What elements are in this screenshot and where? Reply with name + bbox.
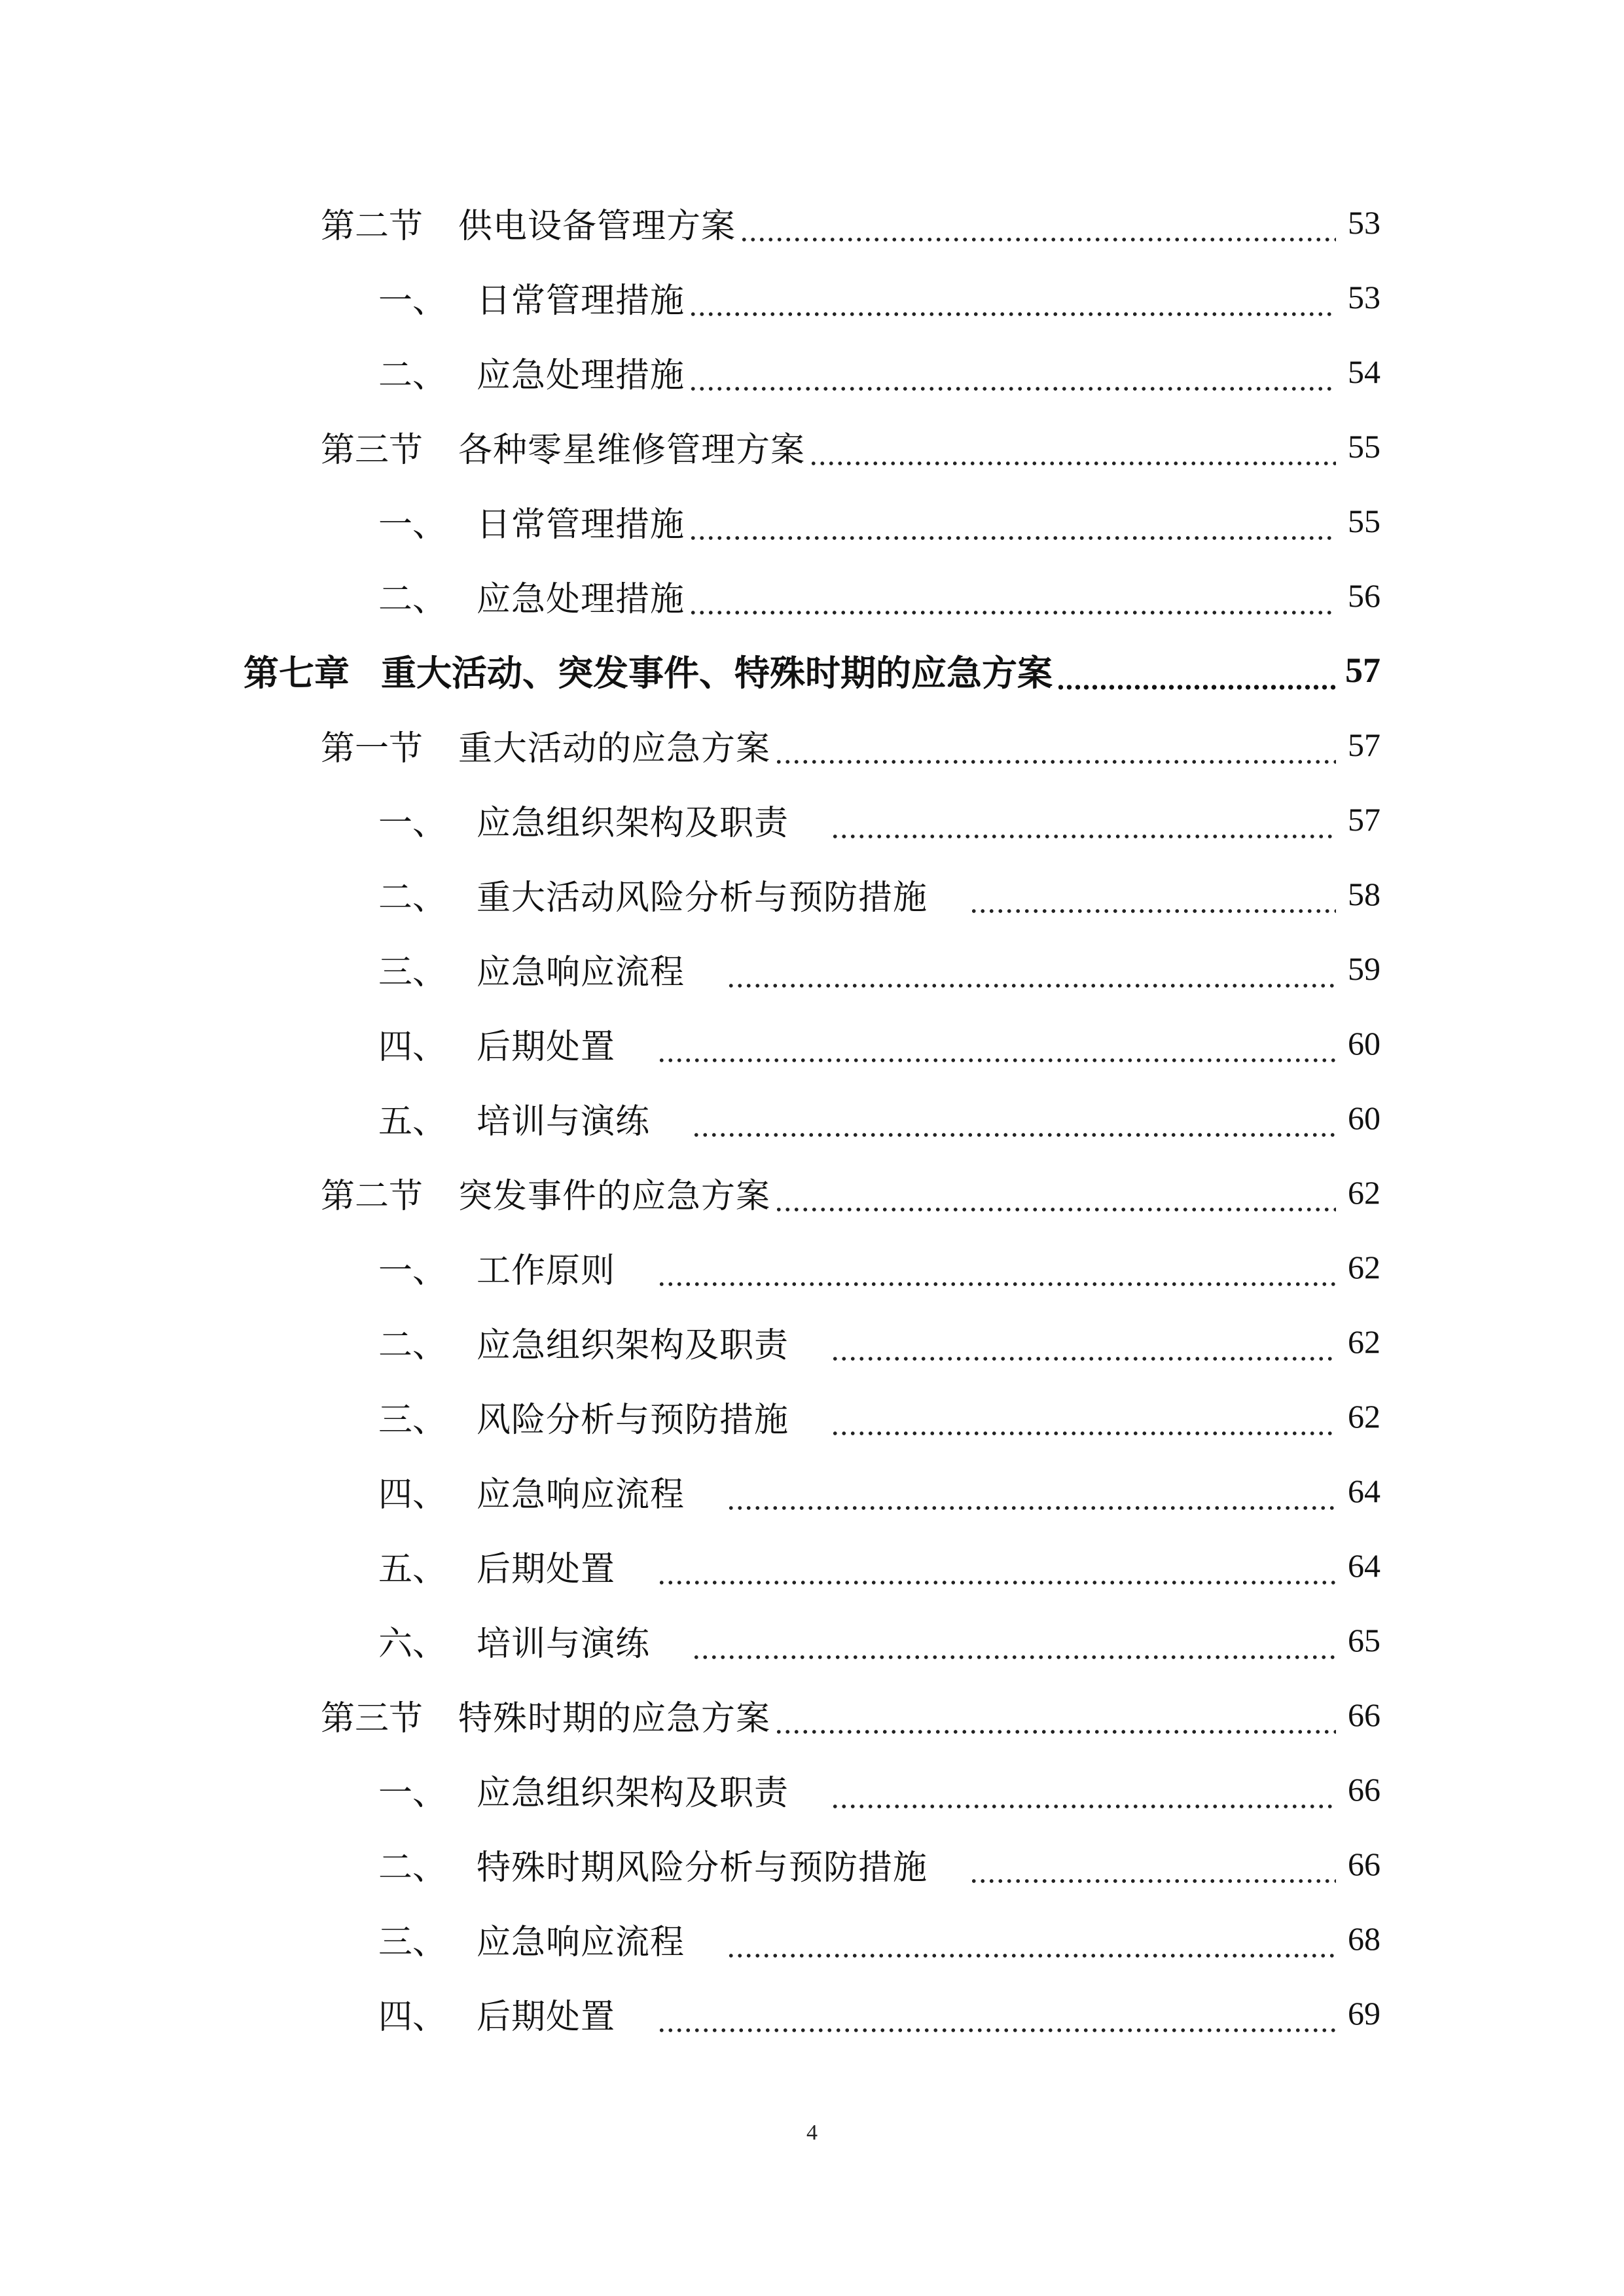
toc-entry[interactable] [0, 861, 1624, 927]
toc-entry[interactable] [0, 1757, 1624, 1822]
toc-entry-page: 66 [1348, 1696, 1380, 1733]
toc-dot-leader [774, 1173, 1336, 1212]
toc-entry[interactable] [0, 1309, 1624, 1374]
toc-entry-title: 应急组织架构及职责 [477, 1325, 789, 1365]
toc-entry[interactable] [0, 190, 1624, 255]
toc-dot-leader [692, 1098, 1336, 1138]
toc-entry-title: 风险分析与预防措施 [477, 1400, 789, 1440]
toc-entry-title: 应急响应流程 [477, 1475, 685, 1515]
toc-entry-number: 五、 [378, 1102, 447, 1141]
toc-entry-page: 54 [1348, 353, 1380, 390]
toc-dot-leader [657, 1247, 1336, 1287]
toc-dot-leader [727, 949, 1336, 988]
toc-entry-page: 57 [1348, 801, 1380, 838]
toc-entry-title: 培训与演练 [477, 1624, 651, 1664]
toc-entry[interactable] [0, 1533, 1624, 1598]
toc-entry-title: 特殊时期风险分析与预防措施 [477, 1848, 928, 1888]
toc-entry-page: 60 [1348, 1025, 1380, 1062]
toc-entry-page: 68 [1348, 1920, 1380, 1957]
toc-chapter-entry[interactable] [0, 637, 1624, 703]
toc-entry-page: 59 [1348, 950, 1380, 987]
toc-dot-leader [740, 203, 1336, 242]
toc-entry[interactable] [0, 1234, 1624, 1300]
toc-entry[interactable] [0, 1384, 1624, 1449]
toc-entry-title: 突发事件的应急方案 [458, 1176, 771, 1216]
toc-entry-title: 重大活动风险分析与预防措施 [477, 878, 928, 918]
toc-dot-leader [1056, 651, 1336, 690]
toc-entry[interactable] [0, 414, 1624, 479]
toc-entry-number: 五、 [378, 1549, 447, 1589]
toc-entry-page: 62 [1348, 1249, 1380, 1285]
toc-entry-page: 60 [1348, 1100, 1380, 1136]
toc-entry-number: 一、 [378, 803, 447, 843]
toc-entry-title: 培训与演练 [477, 1102, 651, 1141]
toc-entry-title: 重大活动、突发事件、特殊时期的应急方案 [381, 651, 1053, 694]
toc-entry[interactable] [0, 1607, 1624, 1673]
toc-entry-page: 66 [1348, 1771, 1380, 1808]
toc-dot-leader [969, 874, 1336, 914]
toc-entry-title: 应急处理措施 [477, 355, 685, 395]
toc-entry-title: 应急处理措施 [477, 579, 685, 619]
toc-entry-page: 69 [1348, 1995, 1380, 2032]
toc-dot-leader [657, 1024, 1336, 1063]
toc-dot-leader [831, 1397, 1336, 1436]
toc-dot-leader [774, 1695, 1336, 1734]
toc-entry-page: 62 [1348, 1398, 1380, 1435]
toc-entry[interactable] [0, 1085, 1624, 1151]
toc-entry-title: 日常管理措施 [477, 505, 685, 545]
toc-entry-number: 三、 [378, 1922, 447, 1962]
toc-entry-number: 四、 [378, 1027, 447, 1067]
toc-entry[interactable] [0, 712, 1624, 778]
toc-entry-number: 二、 [378, 878, 447, 918]
toc-entry-number: 二、 [378, 1848, 447, 1888]
toc-dot-leader [689, 352, 1336, 391]
toc-dot-leader [657, 1994, 1336, 2033]
toc-entry[interactable] [0, 563, 1624, 628]
toc-entry-title: 各种零星维修管理方案 [458, 430, 806, 470]
toc-entry[interactable] [0, 264, 1624, 330]
toc-entry[interactable] [0, 1981, 1624, 2046]
toc-dot-leader [692, 1621, 1336, 1660]
toc-entry-page: 57 [1348, 726, 1380, 763]
toc-entry-title: 工作原则 [477, 1251, 616, 1291]
toc-entry[interactable] [0, 1682, 1624, 1748]
toc-entry-number: 三、 [378, 952, 447, 992]
toc-entry-title: 应急响应流程 [477, 952, 685, 992]
toc-entry-page: 65 [1348, 1622, 1380, 1659]
toc-dot-leader [809, 427, 1336, 466]
toc-entry-number: 二、 [378, 579, 447, 619]
toc-dot-leader [657, 1546, 1336, 1585]
toc-dot-leader [831, 1770, 1336, 1809]
toc-entry-page: 53 [1348, 279, 1380, 315]
toc-entry-number: 第三节 [321, 1698, 424, 1738]
toc-entry[interactable] [0, 1458, 1624, 1524]
toc-entry-title: 供电设备管理方案 [458, 206, 736, 246]
toc-dot-leader [689, 501, 1336, 541]
toc-dot-leader [969, 1844, 1336, 1884]
page-number: 4 [806, 2121, 818, 2145]
toc-entry-title: 后期处置 [477, 1027, 616, 1067]
toc-entry-number: 第七章 [244, 651, 350, 694]
toc-entry-number: 四、 [378, 1997, 447, 2037]
toc-dot-leader [689, 576, 1336, 615]
toc-entry-page: 55 [1348, 503, 1380, 539]
toc-dot-leader [727, 1471, 1336, 1511]
toc-entry-number: 六、 [378, 1624, 447, 1664]
toc-entry-number: 二、 [378, 355, 447, 395]
toc-entry-number: 一、 [378, 1251, 447, 1291]
toc-entry[interactable] [0, 1831, 1624, 1897]
toc-entry-page: 53 [1348, 204, 1380, 241]
toc-entry-number: 一、 [378, 1773, 447, 1813]
toc-entry-title: 特殊时期的应急方案 [458, 1698, 771, 1738]
toc-entry-page: 62 [1348, 1174, 1380, 1211]
toc-entry-number: 三、 [378, 1400, 447, 1440]
toc-entry[interactable] [0, 1160, 1624, 1225]
toc-entry-number: 二、 [378, 1325, 447, 1365]
toc-entry-page: 58 [1348, 876, 1380, 912]
toc-entry-page: 57 [1345, 651, 1380, 690]
toc-entry-number: 第二节 [321, 1176, 424, 1216]
toc-dot-leader [831, 800, 1336, 839]
toc-entry-page: 64 [1348, 1473, 1380, 1509]
toc-entry-number: 四、 [378, 1475, 447, 1515]
toc-entry-title: 应急组织架构及职责 [477, 803, 789, 843]
toc-entry-title: 重大活动的应急方案 [458, 728, 771, 768]
toc-entry-number: 第一节 [321, 728, 424, 768]
toc-entry[interactable] [0, 1906, 1624, 1971]
toc-entry-number: 第三节 [321, 430, 424, 470]
toc-entry-page: 55 [1348, 428, 1380, 465]
toc-entry-title: 应急组织架构及职责 [477, 1773, 789, 1813]
toc-entry[interactable] [0, 339, 1624, 404]
toc-entry-page: 62 [1348, 1323, 1380, 1360]
toc-entry-number: 一、 [378, 505, 447, 545]
toc-dot-leader [774, 725, 1336, 764]
toc-entry-title: 后期处置 [477, 1997, 616, 2037]
toc-entry-number: 第二节 [321, 206, 424, 246]
toc-entry-page: 56 [1348, 577, 1380, 614]
toc-entry[interactable] [0, 936, 1624, 1001]
toc-dot-leader [727, 1919, 1336, 1958]
toc-entry-title: 后期处置 [477, 1549, 616, 1589]
toc-entry-page: 64 [1348, 1547, 1380, 1584]
toc-entry-page: 66 [1348, 1846, 1380, 1882]
toc-dot-leader [689, 278, 1336, 317]
toc-entry-title: 日常管理措施 [477, 281, 685, 321]
toc-entry[interactable] [0, 1011, 1624, 1076]
toc-dot-leader [831, 1322, 1336, 1361]
toc-entry[interactable] [0, 787, 1624, 852]
toc-entry-title: 应急响应流程 [477, 1922, 685, 1962]
toc-entry[interactable] [0, 488, 1624, 554]
toc-entry-number: 一、 [378, 281, 447, 321]
